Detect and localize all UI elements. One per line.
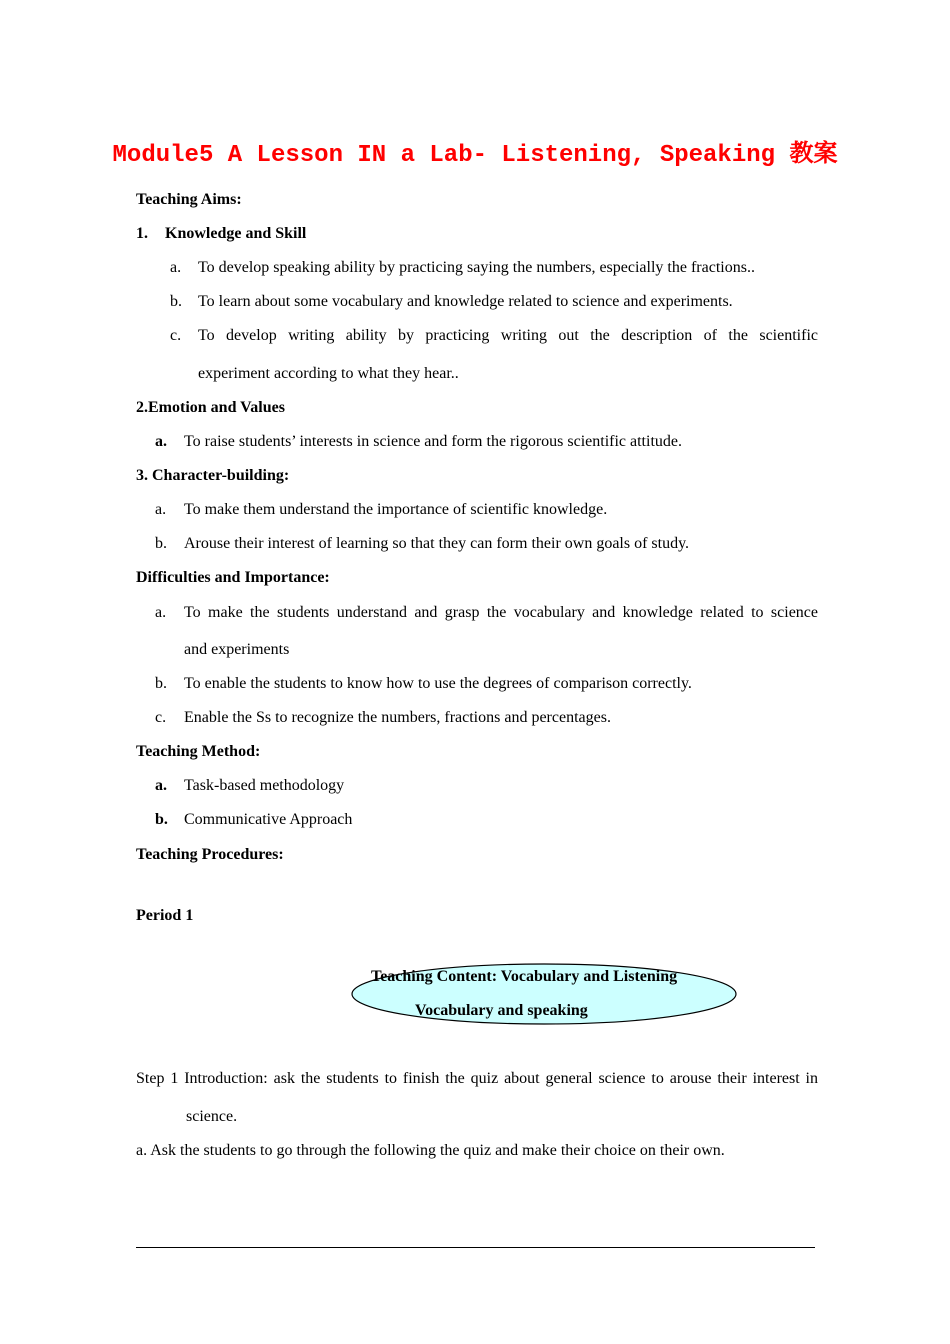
step1-continuation: science.	[186, 1108, 238, 1125]
teaching-content-line1: Teaching Content: Vocabulary and Listening	[371, 968, 678, 985]
procedures-heading: Teaching Procedures:	[136, 846, 284, 863]
document-title: Module5 A Lesson IN a Lab- Listening, Speaking 教案	[112, 142, 838, 169]
list-item: Enable the Ss to recognize the numbers, fractions and percentages.	[184, 709, 611, 726]
list-marker: a.	[155, 501, 167, 518]
list-marker: a.	[155, 604, 167, 621]
list-marker: a.	[155, 433, 167, 450]
list-marker: c.	[155, 709, 167, 726]
footer-rule	[136, 1247, 815, 1248]
teaching-content-box	[350, 962, 738, 1026]
list-item: To learn about some vocabulary and knowledge related to science and experiments.	[198, 293, 733, 310]
character-heading: 3. Character-building:	[136, 467, 290, 484]
list-marker: b.	[155, 535, 167, 552]
list-marker: b.	[155, 811, 168, 828]
list-item: To make the students understand and grasp the vocabulary and knowledge related to science	[184, 604, 818, 621]
list-item: To develop writing ability by practicing writing out the description of the scientific	[198, 327, 818, 344]
emotion-heading: 2.Emotion and Values	[136, 399, 285, 416]
list-item-continuation: experiment according to what they hear..	[198, 365, 459, 382]
list-item: To make them understand the importance of scientific knowledge.	[184, 501, 608, 518]
list-item: Task-based methodology	[184, 777, 345, 794]
knowledge-number: 1.	[136, 225, 148, 242]
list-marker: b.	[170, 293, 182, 310]
list-item: Arouse their interest of learning so that they can form their own goals of study.	[184, 535, 690, 552]
step1-text: Step 1 Introduction: ask the students to finish the quiz about general science to arouse their interest in	[136, 1070, 818, 1087]
list-marker: a.	[155, 777, 167, 794]
period-label: Period 1	[136, 907, 194, 924]
list-marker: b.	[155, 675, 167, 692]
difficulties-heading: Difficulties and Importance:	[136, 569, 330, 586]
list-marker: c.	[170, 327, 182, 344]
list-item: Communicative Approach	[184, 811, 353, 828]
teaching-aims-heading: Teaching Aims:	[136, 191, 242, 208]
list-item: To enable the students to know how to use the degrees of comparison correctly.	[184, 675, 692, 692]
knowledge-heading: Knowledge and Skill	[165, 225, 307, 242]
teaching-content-line2: Vocabulary and speaking	[415, 1002, 588, 1019]
list-item: To raise students’ interests in science and form the rigorous scientific attitude.	[184, 433, 682, 450]
list-marker: a.	[170, 259, 182, 276]
step1a-text: a. Ask the students to go through the following the quiz and make their choice on their own.	[136, 1142, 725, 1159]
method-heading: Teaching Method:	[136, 743, 261, 760]
list-item: To develop speaking ability by practicing saying the numbers, especially the fractions..	[198, 259, 755, 276]
list-item-continuation: and experiments	[184, 641, 290, 658]
